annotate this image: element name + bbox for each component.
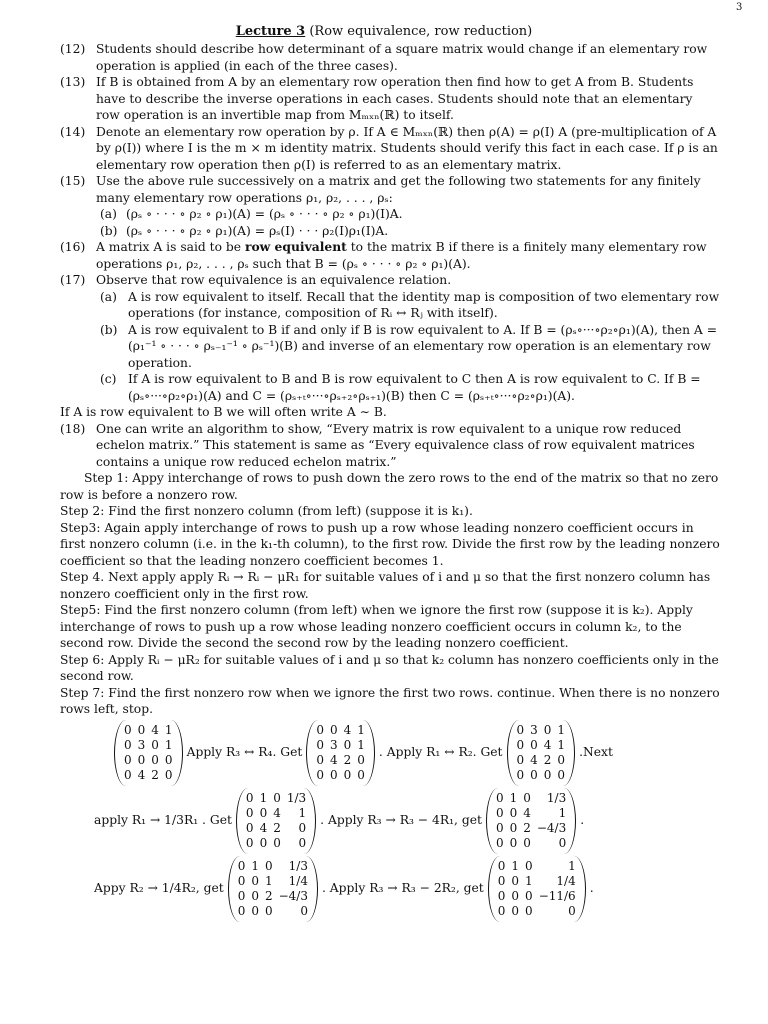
matrix-cell: 0 — [264, 858, 273, 873]
matrix-cell: 0 — [530, 767, 538, 782]
subitem-text: If A is row equivalent to B and B is row equivalent to C then A is row equivalent to C. If B = (ρₛ∘···∘ρ₂∘ρ₁)(A) and C = (ρₛ₊ₜ∘···∘ρₛ₊₂∘ρₛ₊₁)(B) then C = (ρₛ₊ₜ∘···∘ρ₂∘ρ₁)(A). — [128, 372, 701, 403]
matrix-cell: 0 — [237, 873, 246, 888]
matrix-cell: 0 — [495, 835, 504, 850]
matrix-cell: 0 — [516, 737, 525, 752]
step-4: Step 4. Next apply apply Rᵢ → Rᵢ − μR₁ for suitable values of i and μ so that the first nonzero column has nonzero coefficient only in the first row. — [60, 570, 711, 601]
matrix-cell: 0 — [343, 737, 352, 752]
lecture-title — [0, 24, 768, 39]
matrix-cell: 0 — [316, 722, 324, 737]
item-text: Students should describe how determinant of a square matrix would change if an elementary row operation is applied (in each of the three cases). — [96, 42, 708, 73]
subitem-17c — [96, 371, 720, 404]
matrix-row — [493, 836, 569, 851]
matrix-cell: 0 — [124, 737, 132, 752]
subitem-text: A is row equivalent to B if and only if B is row equivalent to A. If B = (ρₛ∘···∘ρ₂∘ρ₁)(A), then A = (ρ₁⁻¹ ∘ · · · ∘ ρₛ₋₁⁻¹ ∘ ρₛ⁻¹)(B) and inverse of an elementary row operation is an elementary row operation. — [128, 322, 717, 370]
matrix-cell: 1/3 — [546, 790, 567, 805]
subitem-15b — [96, 223, 720, 240]
matrix-row — [493, 791, 569, 806]
matrix-cell: 0 — [523, 835, 531, 850]
matrix-cell: 2 — [264, 888, 273, 903]
matrix-row — [121, 723, 176, 738]
item-number: (16) — [60, 240, 86, 254]
matrix-cell: −11/6 — [538, 888, 576, 903]
matrix-row — [495, 889, 579, 904]
matrix-cell: 0 — [151, 737, 159, 752]
matrix-cell: 0 — [237, 903, 246, 918]
matrix-cell: 0 — [259, 835, 268, 850]
step-3: Step3: Again apply interchange of rows to push up a row whose leading nonzero coefficient occurs in first nonzero column (i.e. in the k₁-th column), to the first row. Divide the first row by the leading nonzero coefficient so that the leading nonzero coefficient becomes 1. — [60, 520, 720, 568]
matrix-table — [493, 791, 569, 851]
matrix-cell: 0 — [164, 752, 173, 767]
item-text: If B is obtained from A by an elementary row operation then find how to get A from B. Students have to describe the inverse operations in each cases. Students should note that an elementary row operation is an invertible map from Mₘₓₙ(ℝ) to itself. — [96, 75, 694, 122]
step-1 — [60, 470, 720, 503]
matrix-cell: 1/3 — [286, 790, 307, 805]
matrix-cell: 0 — [298, 835, 307, 850]
item-text-after: to the matrix B if there is a finitely many elementary row operations ρ₁, ρ₂, . . . , ρₛ such that B = (ρₛ ∘ · · · ∘ ρ₂ ∘ ρ₁)(A). — [96, 240, 707, 271]
subitem-number: (b) — [100, 223, 118, 238]
matrix-cell: 0 — [251, 873, 259, 888]
matrix-cell: 2 — [523, 820, 531, 835]
matrix-cell: 2 — [343, 752, 352, 767]
matrix-cell: 0 — [525, 858, 533, 873]
matrix-row — [121, 738, 176, 753]
matrix-2 — [306, 720, 375, 786]
matrix-cell: 0 — [298, 820, 307, 835]
matrix-cell: 1 — [511, 858, 520, 873]
subitem-text: (ρₛ ∘ · · · ∘ ρ₂ ∘ ρ₁)(A) = ρₛ(I) · · · ρ₂(I)ρ₁(I)A. — [126, 223, 389, 238]
matrix-row — [243, 806, 309, 821]
matrix-table — [243, 791, 309, 851]
subitem-text: A is row equivalent to itself. Recall that the identity map is composition of two elementary row operations (for instance, composition of Rᵢ ↔ Rⱼ with itself). — [128, 289, 720, 320]
matrix-cell: 2 — [273, 820, 281, 835]
item-17-note: If A is row equivalent to B we will often write A ∼ B. — [60, 405, 387, 419]
matrix-cell: 1 — [568, 858, 576, 873]
matrix-row — [313, 738, 368, 753]
step-5: Step5: Find the first nonzero column (from left) when we ignore the first row (suppose it is k₂). Apply interchange of rows to push up a row whose leading nonzero coefficient occurs in column k₂, to the second row. Divide the second the second row by the leading nonzero coefficient. — [60, 603, 693, 650]
matrix-cell: 0 — [558, 835, 567, 850]
matrix-cell: 4 — [151, 722, 159, 737]
matrix-row — [495, 859, 579, 874]
matrix-cell: 0 — [264, 903, 273, 918]
matrix-cell: 0 — [273, 835, 281, 850]
matrix-table — [121, 723, 176, 783]
item-15 — [60, 173, 720, 239]
matrix-row — [121, 768, 176, 783]
subitem-number: (a) — [100, 207, 117, 221]
matrix-cell: 0 — [509, 820, 518, 835]
matrix-cell: 0 — [164, 767, 173, 782]
matrix-cell: 4 — [273, 805, 281, 820]
matrix-cell: 0 — [273, 790, 281, 805]
matrix-row — [235, 859, 311, 874]
lecture-label: Lecture 3 — [235, 24, 306, 39]
matrix-cell: 0 — [357, 752, 365, 767]
step-2: Step 2: Find the first nonzero column (from left) (suppose it is k₁). — [60, 504, 473, 518]
matrix-cell: 0 — [516, 752, 525, 767]
matrix-cell: 1/3 — [288, 858, 308, 873]
subitem-17a — [96, 289, 720, 322]
matrix-3 — [507, 720, 576, 786]
step-text: Step 1: Appy interchange of rows to push down the zero rows to the end of the matrix so that no zero row is before a nonzero row. — [60, 471, 719, 502]
matrix-4 — [236, 788, 316, 854]
item-number: (12) — [60, 42, 86, 56]
matrix-cell: 1 — [525, 873, 533, 888]
matrix-cell: 4 — [259, 820, 268, 835]
matrix-table — [495, 859, 579, 919]
matrix-cell: 2 — [151, 767, 159, 782]
matrix-cell: 0 — [237, 858, 246, 873]
matrix-row — [514, 753, 569, 768]
matrix-table — [514, 723, 569, 783]
step-7: Step 7: Find the first nonzero row when we ignore the first two rows. continue. When there is no nonzero rows left, stop. — [60, 685, 720, 716]
matrix-cell: 0 — [516, 722, 525, 737]
matrix-cell: 0 — [530, 737, 538, 752]
matrix-cell: 0 — [495, 805, 504, 820]
matrix-cell: 0 — [511, 873, 520, 888]
matrix-row — [235, 904, 311, 919]
matrix-row — [235, 889, 311, 904]
item-number: (14) — [60, 124, 86, 139]
matrix-row — [493, 806, 569, 821]
matrix-cell: 0 — [557, 752, 566, 767]
matrix-cell: 0 — [124, 752, 132, 767]
caption-9: . — [589, 881, 594, 896]
matrix-cell: 0 — [543, 722, 552, 737]
matrix-cell: 0 — [151, 752, 159, 767]
matrix-cell: 0 — [516, 767, 525, 782]
matrix-cell: 4 — [137, 767, 146, 782]
matrix-cell: 0 — [124, 767, 132, 782]
matrix-cell: −4/3 — [278, 888, 308, 903]
matrix-cell: 0 — [495, 790, 504, 805]
matrix-cell: 3 — [530, 722, 538, 737]
matrix-row — [313, 753, 368, 768]
matrix-cell: 1 — [558, 805, 567, 820]
matrix-row — [495, 904, 579, 919]
matrix-7 — [488, 856, 586, 922]
matrix-row — [514, 723, 569, 738]
subitem-number: (c) — [100, 372, 117, 386]
matrix-row-1 — [110, 720, 720, 786]
matrix-cell: 0 — [497, 873, 506, 888]
item-16 — [60, 239, 720, 272]
matrix-cell: 0 — [511, 888, 520, 903]
matrix-cell: 0 — [316, 752, 324, 767]
matrix-cell: 1 — [557, 737, 566, 752]
matrix-cell: 1 — [357, 722, 365, 737]
matrix-1 — [114, 720, 183, 786]
matrix-cell: 0 — [495, 820, 504, 835]
matrix-cell: 1/4 — [288, 873, 308, 888]
matrix-cell: 4 — [523, 805, 531, 820]
matrix-cell: 0 — [245, 790, 254, 805]
matrix-cell: 0 — [497, 888, 506, 903]
subitem-15a — [96, 206, 720, 223]
matrix-cell: 4 — [530, 752, 538, 767]
matrix-table — [235, 859, 311, 919]
matrix-cell: 0 — [525, 903, 533, 918]
caption-6: . — [580, 813, 585, 828]
matrix-row — [514, 768, 569, 783]
matrix-row — [493, 821, 569, 836]
matrix-cell: 0 — [124, 722, 132, 737]
matrix-cell: −4/3 — [536, 820, 567, 835]
matrix-cell: 4 — [543, 737, 552, 752]
caption-7: Appy R₂ → 1/4R₂, get — [94, 881, 224, 896]
matrix-cell: 0 — [568, 903, 576, 918]
matrix-cell: 0 — [329, 722, 338, 737]
matrix-row-2 — [94, 788, 720, 854]
caption-3: .Next — [579, 745, 613, 760]
matrix-row — [243, 791, 309, 806]
matrix-cell: 1 — [259, 790, 268, 805]
matrix-row — [121, 753, 176, 768]
matrix-cell: 0 — [543, 767, 552, 782]
matrix-cell: 0 — [137, 752, 146, 767]
matrix-row — [243, 821, 309, 836]
matrix-row — [313, 768, 368, 783]
matrix-cell: 1 — [557, 722, 566, 737]
matrix-table — [313, 723, 368, 783]
step-6: Step 6: Apply Rᵢ − μR₂ for suitable values of i and μ so that k₂ column has nonzero coefficients only in the second row. — [60, 652, 719, 683]
matrix-cell: 1 — [251, 858, 259, 873]
matrix-cell: 1 — [264, 873, 273, 888]
matrix-cell: 1 — [357, 737, 365, 752]
item-text: One can write an algorithm to show, “Every matrix is row equivalent to a unique row reduced echelon matrix.” This statement is same as “Every equivalence class of row equivalent matrices contains a unique row reduced echelon matrix.” — [96, 421, 695, 469]
matrix-cell: 0 — [343, 767, 352, 782]
matrix-row-3 — [94, 856, 720, 922]
item-13 — [60, 74, 720, 124]
matrix-cell: 0 — [523, 790, 531, 805]
matrix-cell: 2 — [543, 752, 552, 767]
item-number: (13) — [60, 75, 86, 89]
matrix-cell: 0 — [497, 858, 506, 873]
matrix-row — [495, 874, 579, 889]
matrix-cell: 0 — [251, 903, 259, 918]
caption-4: apply R₁ → 1/3R₁ . Get — [94, 813, 232, 828]
matrix-cell: 0 — [497, 903, 506, 918]
matrix-cell: 0 — [300, 903, 308, 918]
matrix-cell: 0 — [259, 805, 268, 820]
item-number: (17) — [60, 273, 86, 287]
caption-8: . Apply R₃ → R₃ − 2R₂, get — [321, 881, 484, 896]
subitem-17b — [96, 322, 720, 372]
matrix-cell: 0 — [316, 737, 324, 752]
matrix-cell: 0 — [245, 820, 254, 835]
matrix-cell: 0 — [525, 888, 533, 903]
matrix-cell: 0 — [557, 767, 566, 782]
page-number: 3 — [736, 2, 743, 13]
matrix-cell: 3 — [137, 737, 146, 752]
matrix-cell: 4 — [343, 722, 352, 737]
caption-5: . Apply R₃ → R₃ − 4R₁, get — [320, 813, 482, 828]
term-row-equivalent: row equivalent — [245, 239, 347, 254]
matrix-cell: 0 — [357, 767, 365, 782]
matrix-row — [243, 836, 309, 851]
matrix-cell: 1 — [164, 722, 173, 737]
matrix-cell: 0 — [245, 835, 254, 850]
matrix-row — [514, 738, 569, 753]
item-number: (15) — [60, 174, 86, 188]
item-text: Denote an elementary row operation by ρ. If A ∈ Mₘₓₙ(ℝ) then ρ(A) = ρ(I) A (pre-multiplication of A by ρ(I)) where I is the m × m identity matrix. Students should verify this fact in each case. If ρ is an elementary row operation then ρ(I) is referred to as an elementary matrix. — [96, 124, 718, 172]
subitem-number: (a) — [100, 289, 117, 304]
matrix-cell: 0 — [316, 767, 324, 782]
item-number: (18) — [60, 421, 86, 436]
caption-1: Apply R₃ ↔ R₄. Get — [186, 745, 303, 760]
lecture-subtitle: (Row equivalence, row reduction) — [309, 24, 533, 39]
item-17 — [60, 272, 720, 404]
matrix-cell: 1 — [509, 790, 518, 805]
matrix-cell: 1/4 — [556, 873, 576, 888]
matrix-cell: 0 — [509, 805, 518, 820]
matrix-cell: 1 — [164, 737, 173, 752]
item-12 — [60, 41, 720, 74]
caption-2: . Apply R₁ ↔ R₂. Get — [378, 745, 503, 760]
matrix-cell: 4 — [329, 752, 338, 767]
matrix-row — [235, 874, 311, 889]
item-list — [60, 41, 720, 922]
item-text: Observe that row equivalence is an equivalence relation. — [96, 273, 452, 287]
item-18 — [60, 421, 720, 471]
matrix-cell: 0 — [329, 767, 338, 782]
matrix-cell: 0 — [509, 835, 518, 850]
matrix-5 — [486, 788, 576, 854]
matrix-cell: 0 — [137, 722, 146, 737]
matrix-row — [313, 723, 368, 738]
matrix-cell: 0 — [251, 888, 259, 903]
matrix-6 — [228, 856, 318, 922]
matrix-cell: 0 — [245, 805, 254, 820]
matrix-cell: 0 — [237, 888, 246, 903]
item-text: Use the above rule successively on a matrix and get the following two statements for any finitely many elementary row operations ρ₁, ρ₂, . . . , ρₛ: — [96, 174, 701, 205]
matrix-cell: 0 — [511, 903, 520, 918]
matrix-cell: 1 — [298, 805, 307, 820]
subitem-number: (b) — [100, 322, 118, 337]
item-text-before: A matrix A is said to be — [96, 240, 245, 254]
matrix-cell: 3 — [329, 737, 338, 752]
item-14 — [60, 124, 720, 174]
subitem-text: (ρₛ ∘ · · · ∘ ρ₂ ∘ ρ₁)(A) = (ρₛ ∘ · · · ∘ ρ₂ ∘ ρ₁)(I)A. — [126, 207, 403, 221]
